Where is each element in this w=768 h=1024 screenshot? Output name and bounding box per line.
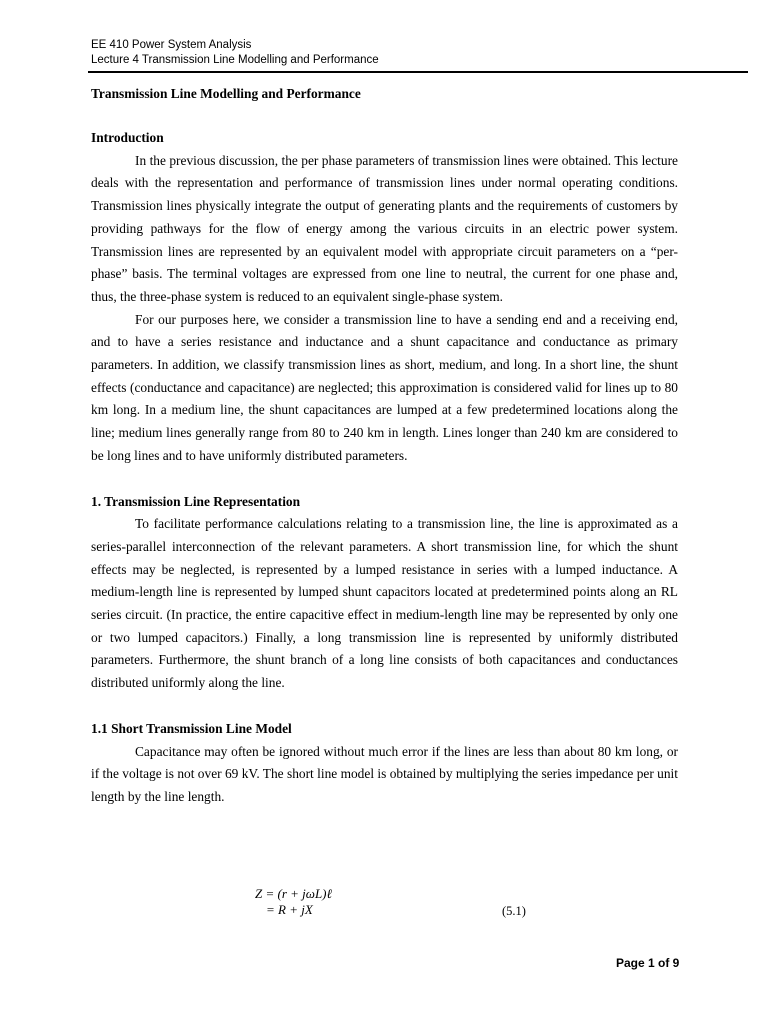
- header-divider: [88, 71, 748, 73]
- document-title: Transmission Line Modelling and Performance: [91, 86, 361, 101]
- header-course: EE 410 Power System Analysis: [91, 39, 252, 51]
- page-number: Page 1 of 9: [616, 956, 680, 970]
- section-1-heading: 1. Transmission Line Representation: [91, 493, 301, 509]
- equation-line-1: Z = (r + jωL)ℓ: [255, 886, 332, 901]
- header-lecture: Lecture 4 Transmission Line Modelling and Performance: [91, 54, 379, 66]
- intro-paragraph-2: For our purposes here, we consider a transmission line to have a sending end and a receiving end, and to have a series resistance and inductance and a shunt capacitance and conductance as primary parameters. In addition, we classify transmission lines as short, medium, and long. In a short line, the shunt effects (conductance and capacitance) are neglected; this approximation is considered valid for lines up to 80 km long. In a medium line, the shunt capacitances are lumped at a few predetermined locations along the line; medium lines generally range from 80 to 240 km in length. Lines longer than 240 km are considered to be long lines and to have uniformly distributed parameters.: [91, 311, 678, 463]
- equation-line-2: = R + jX: [266, 902, 313, 917]
- equation-block: [255, 886, 332, 918]
- intro-paragraph-1: In the previous discussion, the per phase parameters of transmission lines were obtained. This lecture deals with the representation and performance of transmission lines under normal operating conditions. Transmission lines physically integrate the output of generating plants and the requirements of customers by providing pathways for the flow of energy among the various circuits in an electric power system. Transmission lines are represented by an equivalent model with appropriate circuit parameters on a “per-phase” basis. The terminal voltages are expressed from one line to neutral, the current for one phase and, thus, the three-phase system is reduced to an equivalent single-phase system.: [91, 152, 678, 304]
- section-1-paragraph: To facilitate performance calculations relating to a transmission line, the line is approximated as a series-parallel interconnection of the relevant parameters. A short transmission line, for which the shunt effects may be neglected, is represented by a lumped resistance in series with a lumped inductance. A medium-length line is represented by lumped shunt capacitors located at predetermined points along an RL series circuit. (In practice, the entire capacitive effect in medium-length line may be represented by only one or two lumped capacitors.) Finally, a long transmission line is represented by uniformly distributed parameters. Furthermore, the shunt branch of a long line consists of both capacitances and conductances distributed uniformly along the line.: [91, 516, 678, 691]
- document-body: [91, 83, 678, 809]
- section-1-1-heading: 1.1 Short Transmission Line Model: [91, 720, 292, 736]
- running-header: [91, 38, 379, 68]
- equation-number: (5.1): [502, 904, 526, 918]
- section-1-1-paragraph: Capacitance may often be ignored without much error if the lines are less than about 80 km long, or if the voltage is not over 69 kV. The short line model is obtained by multiplying the series impedance per unit length by the line length.: [91, 743, 678, 804]
- intro-heading: Introduction: [91, 130, 164, 145]
